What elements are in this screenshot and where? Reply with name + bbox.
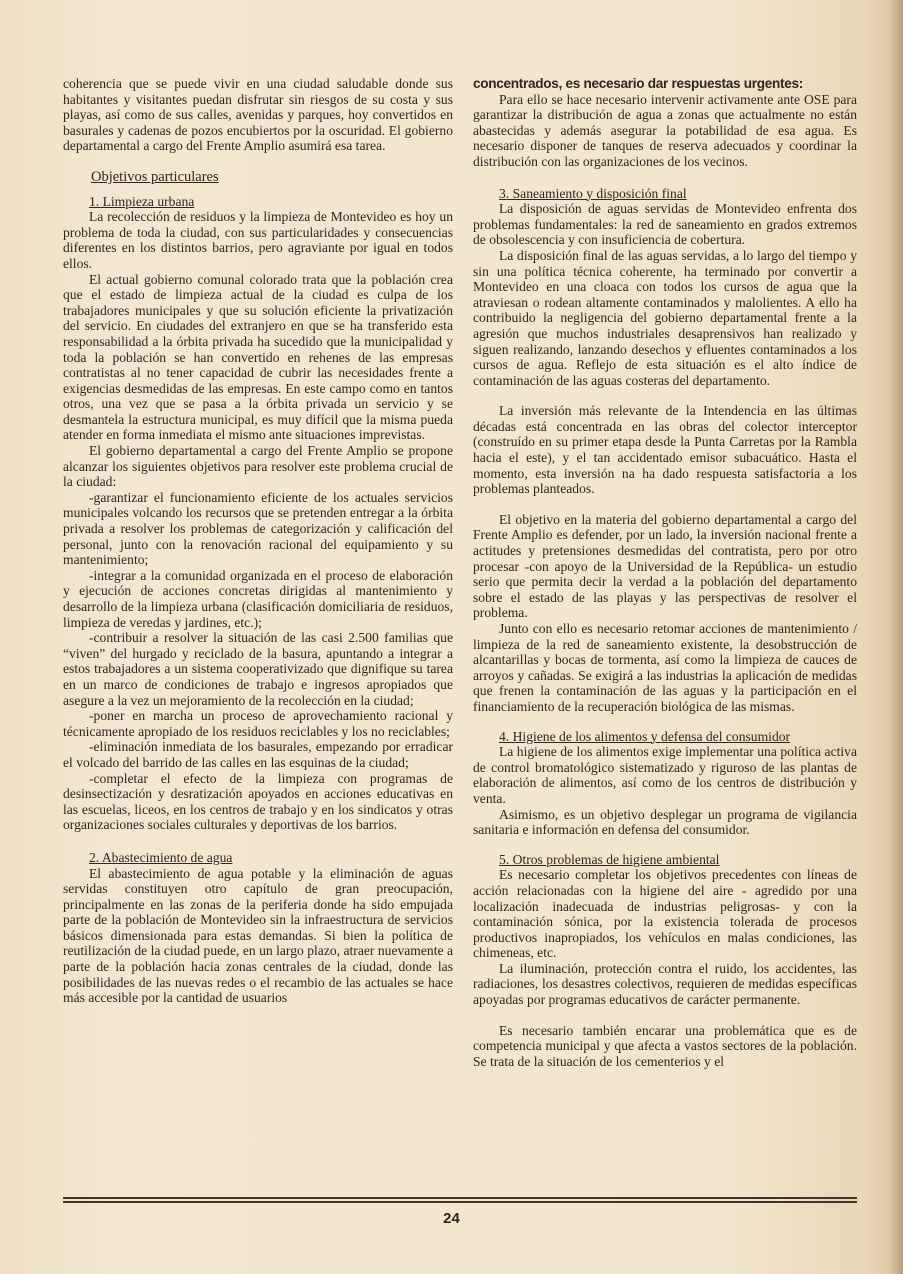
subheading-otros-problemas: 5. Otros problemas de higiene ambiental: [499, 851, 720, 867]
subheading-higiene-alimentos: 4. Higiene de los alimentos y defensa del consumidor: [499, 728, 791, 744]
paragraph: Es necesario también encarar una problemática que es de competencia municipal y que afecta a vastos sectores de la población. Se trata de la situación de los cementerios y el: [473, 1022, 857, 1069]
list-item: -garantizar el funcionamiento eficiente de los actuales servicios municipales volcando los recursos que se pretenden entregar a la órbita privada a resolver los problemas de categorización y calificación del personal, junto con la renovación racional del equipamiento y su mantenimiento;: [63, 489, 453, 568]
list-item: -completar el efecto de la limpieza con programas de desinsectización y desratización apoyados en acciones educativas en las escuelas, liceos, en los centros de trabajo y en los sindicatos y otras organizaciones sociales culturales y deportivas de los barrios.: [63, 770, 453, 833]
paragraph: El actual gobierno comunal colorado trata que la población crea que el estado de limpieza actual de la ciudad es culpa de los trabajadores municipales y que su solución eficiente la privatización del servicio. En ciudades del extranjero en que se ha transferido esta responsabilidad a la órbita privada ha sucedido que la municipalidad y toda la población se han convertido en rehenes de las empresas contratistas al no tener capacidad de cubrir las necesidades frente a exigencias desmedidas de las empresas. En este campo como en tantos otros, una vez que se pasa a la órbita privada un servicio y se desmantela la estructura municipal, es muy difícil que la misma pueda atender en forma inmediata el mismo ante situaciones imprevistas.: [63, 271, 453, 443]
paragraph: La inversión más relevante de la Intendencia en las últimas décadas está concentrada en las obras del colector interceptor (construído en su primer etapa desde la Punta Carretas por la Rambla hacia el este), y el tan accidentado emisor subacuático. Hasta el momento, esta inversión na ha dado respuesta satisfactoria a los problemas planteados.: [473, 403, 857, 497]
paragraph: La disposición de aguas servidas de Montevideo enfrenta dos problemas fundamentales: la red de saneamiento en grados extremos de obsolescencia y con insuficiencia de cobertura.: [473, 201, 857, 248]
continuation-line: concentrados, es necesario dar respuestas urgentes:: [473, 76, 803, 91]
paragraph: Asimismo, es un objetivo desplegar un programa de vigilancia sanitaria e información en defensa del consumidor.: [473, 806, 857, 838]
subheading-abastecimiento: 2. Abastecimiento de agua: [89, 849, 233, 865]
paragraph: La iluminación, protección contra el ruido, los accidentes, las radiaciones, los desastres colectivos, requieren de medidas específicas apoyadas por programas educativos de carácter permanente.: [473, 960, 857, 1008]
paragraph: La higiene de los alimentos exige implementar una política activa de control bromatológico sistematizado y riguroso de las plantas de elaboración de alimentos, así como de los centros de distribución y venta.: [473, 744, 857, 806]
paragraph: La recolección de residuos y la limpieza de Montevideo es hoy un problema de toda la ciudad, con sus particularidades y consecuencias diferentes en los distintos barrios, pero agraviante por igual en todos ellos.: [63, 209, 453, 271]
page-number: 24: [443, 1210, 460, 1227]
paragraph: La disposición final de las aguas servidas, a lo largo del tiempo y sin una política técnica coherente, ha terminado por convertir a Montevideo en una cloaca con todos los cursos de agua que la atraviesan o rodean altamente contaminados y malolientes. A ello ha contribuido la negligencia del gobierno departamental frente a la agresión que muchos industriales desaprensivos han realizado y siguen realizando, lanzando desechos y efluentes contaminados a los cursos de agua. Reflejo de esta situación es el alto índice de contaminación de las aguas costeras del departamento.: [473, 247, 857, 388]
paragraph: El objetivo en la materia del gobierno departamental a cargo del Frente Amplio es defender, por un lado, la inversión nacional frente a actitudes y pretensiones desmedidas del contratista, pero por otro procesar -con apoyo de la Universidad de la República- un estudio serio que permita decir la verdad a la población del departamento sobre el estado de las playas y las perspectivas de resolver el problema.: [473, 511, 857, 621]
paragraph: Es necesario completar los objetivos precedentes con líneas de acción relacionadas con la higiene del aire - agredido por una localización inadecuada de industrias peligrosas- y con la contaminación sónica, por la existencia tolerada de procesos productivos inapropiados, los vehículos en malas condiciones, las chimeneas, etc.: [473, 867, 857, 961]
list-item: -eliminación inmediata de los basurales, empezando por erradicar el volcado del barrido de las calles en las esquinas de la ciudad;: [63, 739, 453, 770]
intro-paragraph: coherencia que se puede vivir en una ciudad saludable donde sus habitantes y visitantes puedan disfrutar sin riesgos de su costa y sus playas, así como de sus calles, avenidas y parques, hoy convertidos en basurales y cadenas de pozos encubiertos por la oscuridad. El gobierno departamental a cargo del Frente Amplio asumirá esa tarea.: [63, 76, 453, 154]
list-item: -poner en marcha un proceso de aprovechamiento racional y técnicamente apropiado de los residuos reciclables y los no reciclables;: [63, 708, 453, 739]
section-heading: Objetivos particulares: [91, 168, 219, 185]
list-item: -integrar a la comunidad organizada en el proceso de elaboración y ejecución de acciones concretas dirigidas al mantenimiento y desarrollo de la limpieza urbana (clasificación domiciliaria de residuos, limpieza de veredas y jardines, etc.);: [63, 567, 453, 630]
paragraph: Junto con ello es necesario retomar acciones de mantenimiento / limpieza de la red de saneamiento existente, la desobstrucción de alcantarillas y bocas de tormenta, así como la limpieza de cauces de arroyos y cañadas. Se exigirá a las industrias la aplicación de medidas que frenen la contaminación de las aguas y la participación en el financiamiento de la recuperación biológica de las mismas.: [473, 621, 857, 714]
right-column: [473, 76, 857, 1069]
paragraph: El abastecimiento de agua potable y la eliminación de aguas servidas constituyen otro capítulo de gran preocupación, principalmente en las zonas de la periferia donde ha sido empujada parte de la población de Montevideo sin la infraestructura de servicios básicos dimensionada para estas demandas. Si bien la política de reutilización de la ciudad puede, en un largo plazo, atraer nuevamente a parte de la población hacia zonas centrales de la ciudad, donde las posibilidades de las nuevas redes o el recambio de las actuales se hace más accesible por la cantidad de usuarios: [63, 865, 453, 1006]
subheading-limpieza: 1. Limpieza urbana: [89, 193, 195, 209]
paragraph: El gobierno departamental a cargo del Frente Amplio se propone alcanzar los siguientes objetivos para resolver este problema crucial de la ciudad:: [63, 443, 453, 490]
list-item: -contribuir a resolver la situación de las casi 2.500 familias que “viven” del hurgado y reciclado de la basura, apuntando a integrar a estos trabajadores a un sistema cooperativizado que dignifique su tarea en un marco de condiciones de trabajo e ingresos apropiados que asegure a la vez un mejoramiento de la recolección en la ciudad;: [63, 630, 453, 708]
footer-rule: [63, 1197, 857, 1205]
page-edge-shadow: [889, 0, 903, 1274]
paragraph: Para ello se hace necesario intervenir activamente ante OSE para garantizar la distribución de agua a zonas que actualmente no están abastecidas y además asegurar la potabilidad de esa agua. Es necesario disponer de tanques de reserva adecuados y coordinar la distribución con las organizaciones de los vecinos.: [473, 91, 857, 169]
subheading-saneamiento: 3. Saneamiento y disposición final: [499, 185, 687, 201]
left-column: [63, 76, 453, 1006]
